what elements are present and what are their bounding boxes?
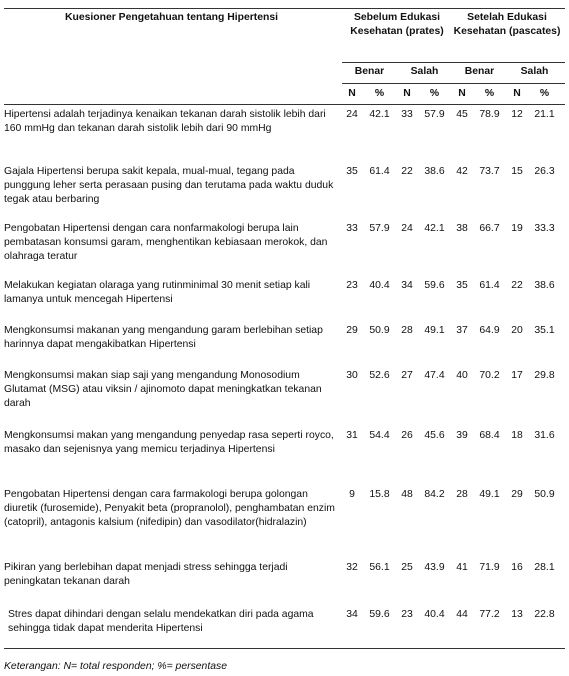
- value-cell: 49.1: [424, 325, 445, 336]
- post-benar-n: N: [458, 88, 466, 99]
- value-cell: 40.4: [369, 280, 390, 291]
- value-cell: 50.9: [369, 325, 390, 336]
- value-cell: 37: [456, 325, 468, 336]
- pre-salah-n: N: [403, 88, 411, 99]
- value-cell: 48: [401, 489, 413, 500]
- value-cell: 27: [401, 370, 413, 381]
- header-bottom-border: [4, 104, 565, 105]
- value-cell: 70.2: [479, 370, 500, 381]
- value-cell: 28: [401, 325, 413, 336]
- value-cell: 23: [401, 609, 413, 620]
- value-cell: 40.4: [424, 609, 445, 620]
- value-cell: 29: [346, 325, 358, 336]
- value-cell: 47.4: [424, 370, 445, 381]
- value-cell: 23: [346, 280, 358, 291]
- value-cell: 44: [456, 609, 468, 620]
- value-cell: 17: [511, 370, 523, 381]
- value-cell: 41: [456, 562, 468, 573]
- value-cell: 19: [511, 223, 523, 234]
- value-cell: 22: [401, 166, 413, 177]
- question-text: Pengobatan Hipertensi dengan cara nonfarmakologi berupa lain pembatasan konsumsi garam, menghentikan kebiasaan merokok, dan olahraga teratur: [4, 223, 328, 263]
- value-cell: 35.1: [534, 325, 555, 336]
- value-cell: 28.1: [534, 562, 555, 573]
- value-cell: 35: [346, 166, 358, 177]
- value-cell: 22: [511, 280, 523, 291]
- question-text: Pikiran yang berlebihan dapat menjadi stress sehingga terjadi peningkatan tekanan darah: [4, 562, 288, 588]
- value-cell: 64.9: [479, 325, 500, 336]
- value-cell: 33: [401, 109, 413, 120]
- question-text: Hipertensi adalah terjadinya kenaikan tekanan darah sistolik lebih dari 160 mmHg dan tekanan darah sistolik lebih dari 90 mmHg: [4, 109, 326, 135]
- value-cell: 38.6: [424, 166, 445, 177]
- pre-salah-pct: %: [429, 88, 440, 99]
- question-text: Stres dapat dihindari dengan selalu mendekatkan diri pada agama sehingga tidak dapat menderita Hipertensi: [8, 609, 314, 635]
- value-cell: 45: [456, 109, 468, 120]
- post-benar-label: Benar: [464, 66, 495, 77]
- value-cell: 59.6: [369, 609, 390, 620]
- value-cell: 42.1: [424, 223, 445, 234]
- value-cell: 31: [346, 430, 358, 441]
- value-cell: 61.4: [479, 280, 500, 291]
- value-cell: 40: [456, 370, 468, 381]
- value-cell: 29.8: [534, 370, 555, 381]
- value-cell: 26: [401, 430, 413, 441]
- value-cell: 9: [349, 489, 355, 500]
- value-cell: 25: [401, 562, 413, 573]
- value-cell: 45.6: [424, 430, 445, 441]
- question-text: Gajala Hipertensi berupa sakit kepala, mual-mual, tegang pada punggung leher serta perasaan pusing dan terutama pada waktu duduk tegak atau berbaring: [4, 166, 334, 206]
- value-cell: 57.9: [369, 223, 390, 234]
- value-cell: 61.4: [369, 166, 390, 177]
- value-cell: 35: [456, 280, 468, 291]
- question-text: Mengkonsumsi makan siap saji yang mengandung Monosodium Glutamat (MSG) atau viksin / ajinomoto dapat meningkatkan tekanan darah: [4, 370, 322, 410]
- pre-benar-label: Benar: [354, 66, 385, 77]
- value-cell: 68.4: [479, 430, 500, 441]
- value-cell: 57.9: [424, 109, 445, 120]
- value-cell: 15: [511, 166, 523, 177]
- value-cell: 66.7: [479, 223, 500, 234]
- value-cell: 84.2: [424, 489, 445, 500]
- value-cell: 15.8: [369, 489, 390, 500]
- value-cell: 42.1: [369, 109, 390, 120]
- table-footnote: Keterangan: N= total responden; %= persentase: [4, 661, 227, 672]
- value-cell: 38: [456, 223, 468, 234]
- value-cell: 56.1: [369, 562, 390, 573]
- value-cell: 33: [346, 223, 358, 234]
- header-posttest: Setelah Edukasi Kesehatan (pascates): [453, 12, 561, 37]
- value-cell: 28: [456, 489, 468, 500]
- value-cell: 54.4: [369, 430, 390, 441]
- value-cell: 24: [401, 223, 413, 234]
- post-salah-pct: %: [539, 88, 550, 99]
- question-text: Melakukan kegiatan olaraga yang rutinminimal 30 menit setiap kali lamanya untuk mencegah Hipertensi: [4, 280, 311, 306]
- pre-salah-label: Salah: [410, 66, 439, 77]
- pre-benar-pct: %: [374, 88, 385, 99]
- value-cell: 34: [346, 609, 358, 620]
- subgroup-divider: [342, 83, 565, 84]
- question-text: Mengkonsumsi makan yang mengandung penyedap rasa seperti royco, masako dan sejenisnya yang memicu terjadinya Hipertensi: [4, 430, 334, 456]
- value-cell: 43.9: [424, 562, 445, 573]
- group-divider: [342, 62, 565, 63]
- value-cell: 32: [346, 562, 358, 573]
- value-cell: 59.6: [424, 280, 445, 291]
- header-questionnaire: Kuesioner Pengetahuan tentang Hipertensi: [64, 12, 279, 23]
- value-cell: 78.9: [479, 109, 500, 120]
- value-cell: 77.2: [479, 609, 500, 620]
- value-cell: 31.6: [534, 430, 555, 441]
- value-cell: 42: [456, 166, 468, 177]
- value-cell: 12: [511, 109, 523, 120]
- value-cell: 18: [511, 430, 523, 441]
- pre-benar-n: N: [348, 88, 356, 99]
- post-benar-pct: %: [484, 88, 495, 99]
- value-cell: 21.1: [534, 109, 555, 120]
- value-cell: 30: [346, 370, 358, 381]
- value-cell: 73.7: [479, 166, 500, 177]
- value-cell: 13: [511, 609, 523, 620]
- value-cell: 20: [511, 325, 523, 336]
- post-salah-n: N: [513, 88, 521, 99]
- header-pretest: Sebelum Edukasi Kesehatan (prates): [350, 12, 444, 37]
- value-cell: 52.6: [369, 370, 390, 381]
- value-cell: 50.9: [534, 489, 555, 500]
- question-text: Mengkonsumsi makanan yang mengandung garam berlebihan setiap harinnya dapat mengakibatkan Hipertensi: [4, 325, 323, 351]
- table-top-border: [4, 8, 565, 9]
- value-cell: 16: [511, 562, 523, 573]
- value-cell: 22.8: [534, 609, 555, 620]
- value-cell: 29: [511, 489, 523, 500]
- value-cell: 71.9: [479, 562, 500, 573]
- table-bottom-border: [4, 648, 565, 649]
- value-cell: 26.3: [534, 166, 555, 177]
- value-cell: 33.3: [534, 223, 555, 234]
- question-text: Pengobatan Hipertensi dengan cara farmakologi berupa golongan diuretik (furosemide), Penyakit beta (propranolol), penghambatan enzim (catopril), antagonis kalsium (nifedipin) dan vasodilator(hidralazin): [4, 489, 335, 529]
- value-cell: 39: [456, 430, 468, 441]
- value-cell: 38.6: [534, 280, 555, 291]
- value-cell: 34: [401, 280, 413, 291]
- post-salah-label: Salah: [520, 66, 549, 77]
- value-cell: 24: [346, 109, 358, 120]
- value-cell: 49.1: [479, 489, 500, 500]
